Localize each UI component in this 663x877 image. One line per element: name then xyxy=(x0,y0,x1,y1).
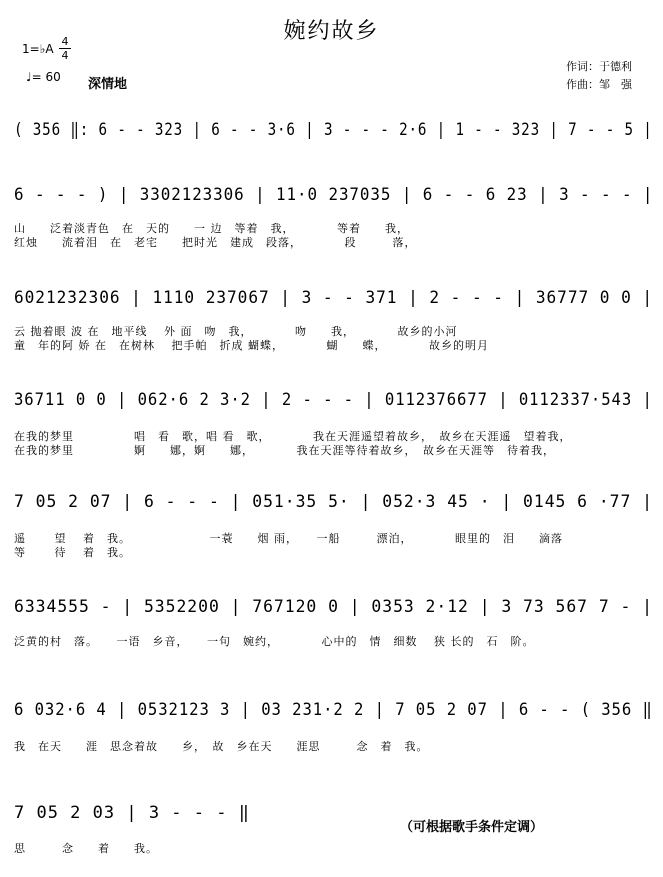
lyrics-line-5-verse-1: 遥 望 着 我。 一蓑 烟 雨， 一船 漂泊， 眼里的 泪 滴落 xyxy=(14,532,563,545)
lyrics-line-3-verse-2: 童 年的阿 娇 在 在树林 把手帕 折成 蝴蝶， 蝴 蝶， 故乡的明月 xyxy=(14,339,489,352)
meter-bottom: 4 xyxy=(61,49,69,62)
staff-line-8: 7 05 2 03 | 3 - - - ‖ xyxy=(14,803,250,823)
lyrics-line-7: 我 在天 涯 思念着故 乡， 故 乡在天 涯思 念 着 我。 xyxy=(14,740,429,753)
meter-top: 4 xyxy=(61,35,69,48)
lyrics-line-4-verse-2: 在我的梦里 婀 娜，婀 娜， 我在天涯等待着故乡， 故乡在天涯等 待着我， xyxy=(14,444,555,457)
lyrics-line-2-verse-1: 山 泛着淡青色 在 天的 一 边 等着 我， 等着 我， xyxy=(14,222,409,235)
staff-line-7: 6 032·6 4 | 0532123 3 | 03 231·2 2 | 7 05 2 07 | 6 - - ( 356 ‖ xyxy=(14,700,653,720)
staff-line-3: 6021232306 | 1110 237067 | 3 - - 371 | 2 - - - | 36777 0 0 | xyxy=(14,288,654,308)
performance-note: （可根据歌手条件定调） xyxy=(400,820,544,835)
tempo-marking: ♩= 60 xyxy=(26,70,61,84)
staff-line-5: 7 05 2 07 | 6 - - - | 051·35 5· | 052·3 45 · | 0145 6 ·77 | xyxy=(14,492,653,512)
expression-marking: 深情地 xyxy=(88,77,128,92)
lyrics-line-2-verse-2: 红烛 流着泪 在 老宅 把时光 建成 段落， 段 落， xyxy=(14,236,417,249)
lyrics-line-6: 泛黄的村 落。 一语 乡音， 一句 婉约， 心中的 情 细数 狭 长的 石 阶。 xyxy=(14,635,535,648)
lyrics-line-5-verse-2: 等 待 着 我。 xyxy=(14,546,131,559)
staff-line-1: ( 356 ‖: 6 - - 323 | 6 - - 3·6 | 3 - - - 2·6 | 1 - - 323 | 7 - - 5 | xyxy=(14,120,653,140)
staff-line-4: 36711 0 0 | 062·6 2 3·2 | 2 - - - | 0112376677 | 0112337·543 | xyxy=(14,390,653,410)
time-signature xyxy=(59,36,71,61)
staff-line-2: 6 - - - ) | 3302123306 | 11·0 237035 | 6 - - 6 23 | 3 - - - | xyxy=(14,185,654,205)
composer-credit: 作曲：邹 强 xyxy=(566,78,632,91)
lyrics-line-8: 思 念 着 我。 xyxy=(14,842,158,855)
staff-line-6: 6334555 - | 5352200 | 767120 0 | 0353 2·12 | 3 73 567 7 - | xyxy=(14,597,653,617)
lyrics-line-4-verse-1: 在我的梦里 唱 看 歌，唱 看 歌， 我在天涯遥望着故乡， 故乡在天涯遥 望着我， xyxy=(14,430,572,443)
song-title: 婉约故乡 xyxy=(283,19,380,44)
key-signature: 1=♭A xyxy=(22,42,54,56)
lyricist-credit: 作词：于德利 xyxy=(566,60,632,73)
lyrics-line-3-verse-1: 云 抛着眼 波 在 地平线 外 面 吻 我， 吻 我， 故乡的小河 xyxy=(14,325,458,338)
